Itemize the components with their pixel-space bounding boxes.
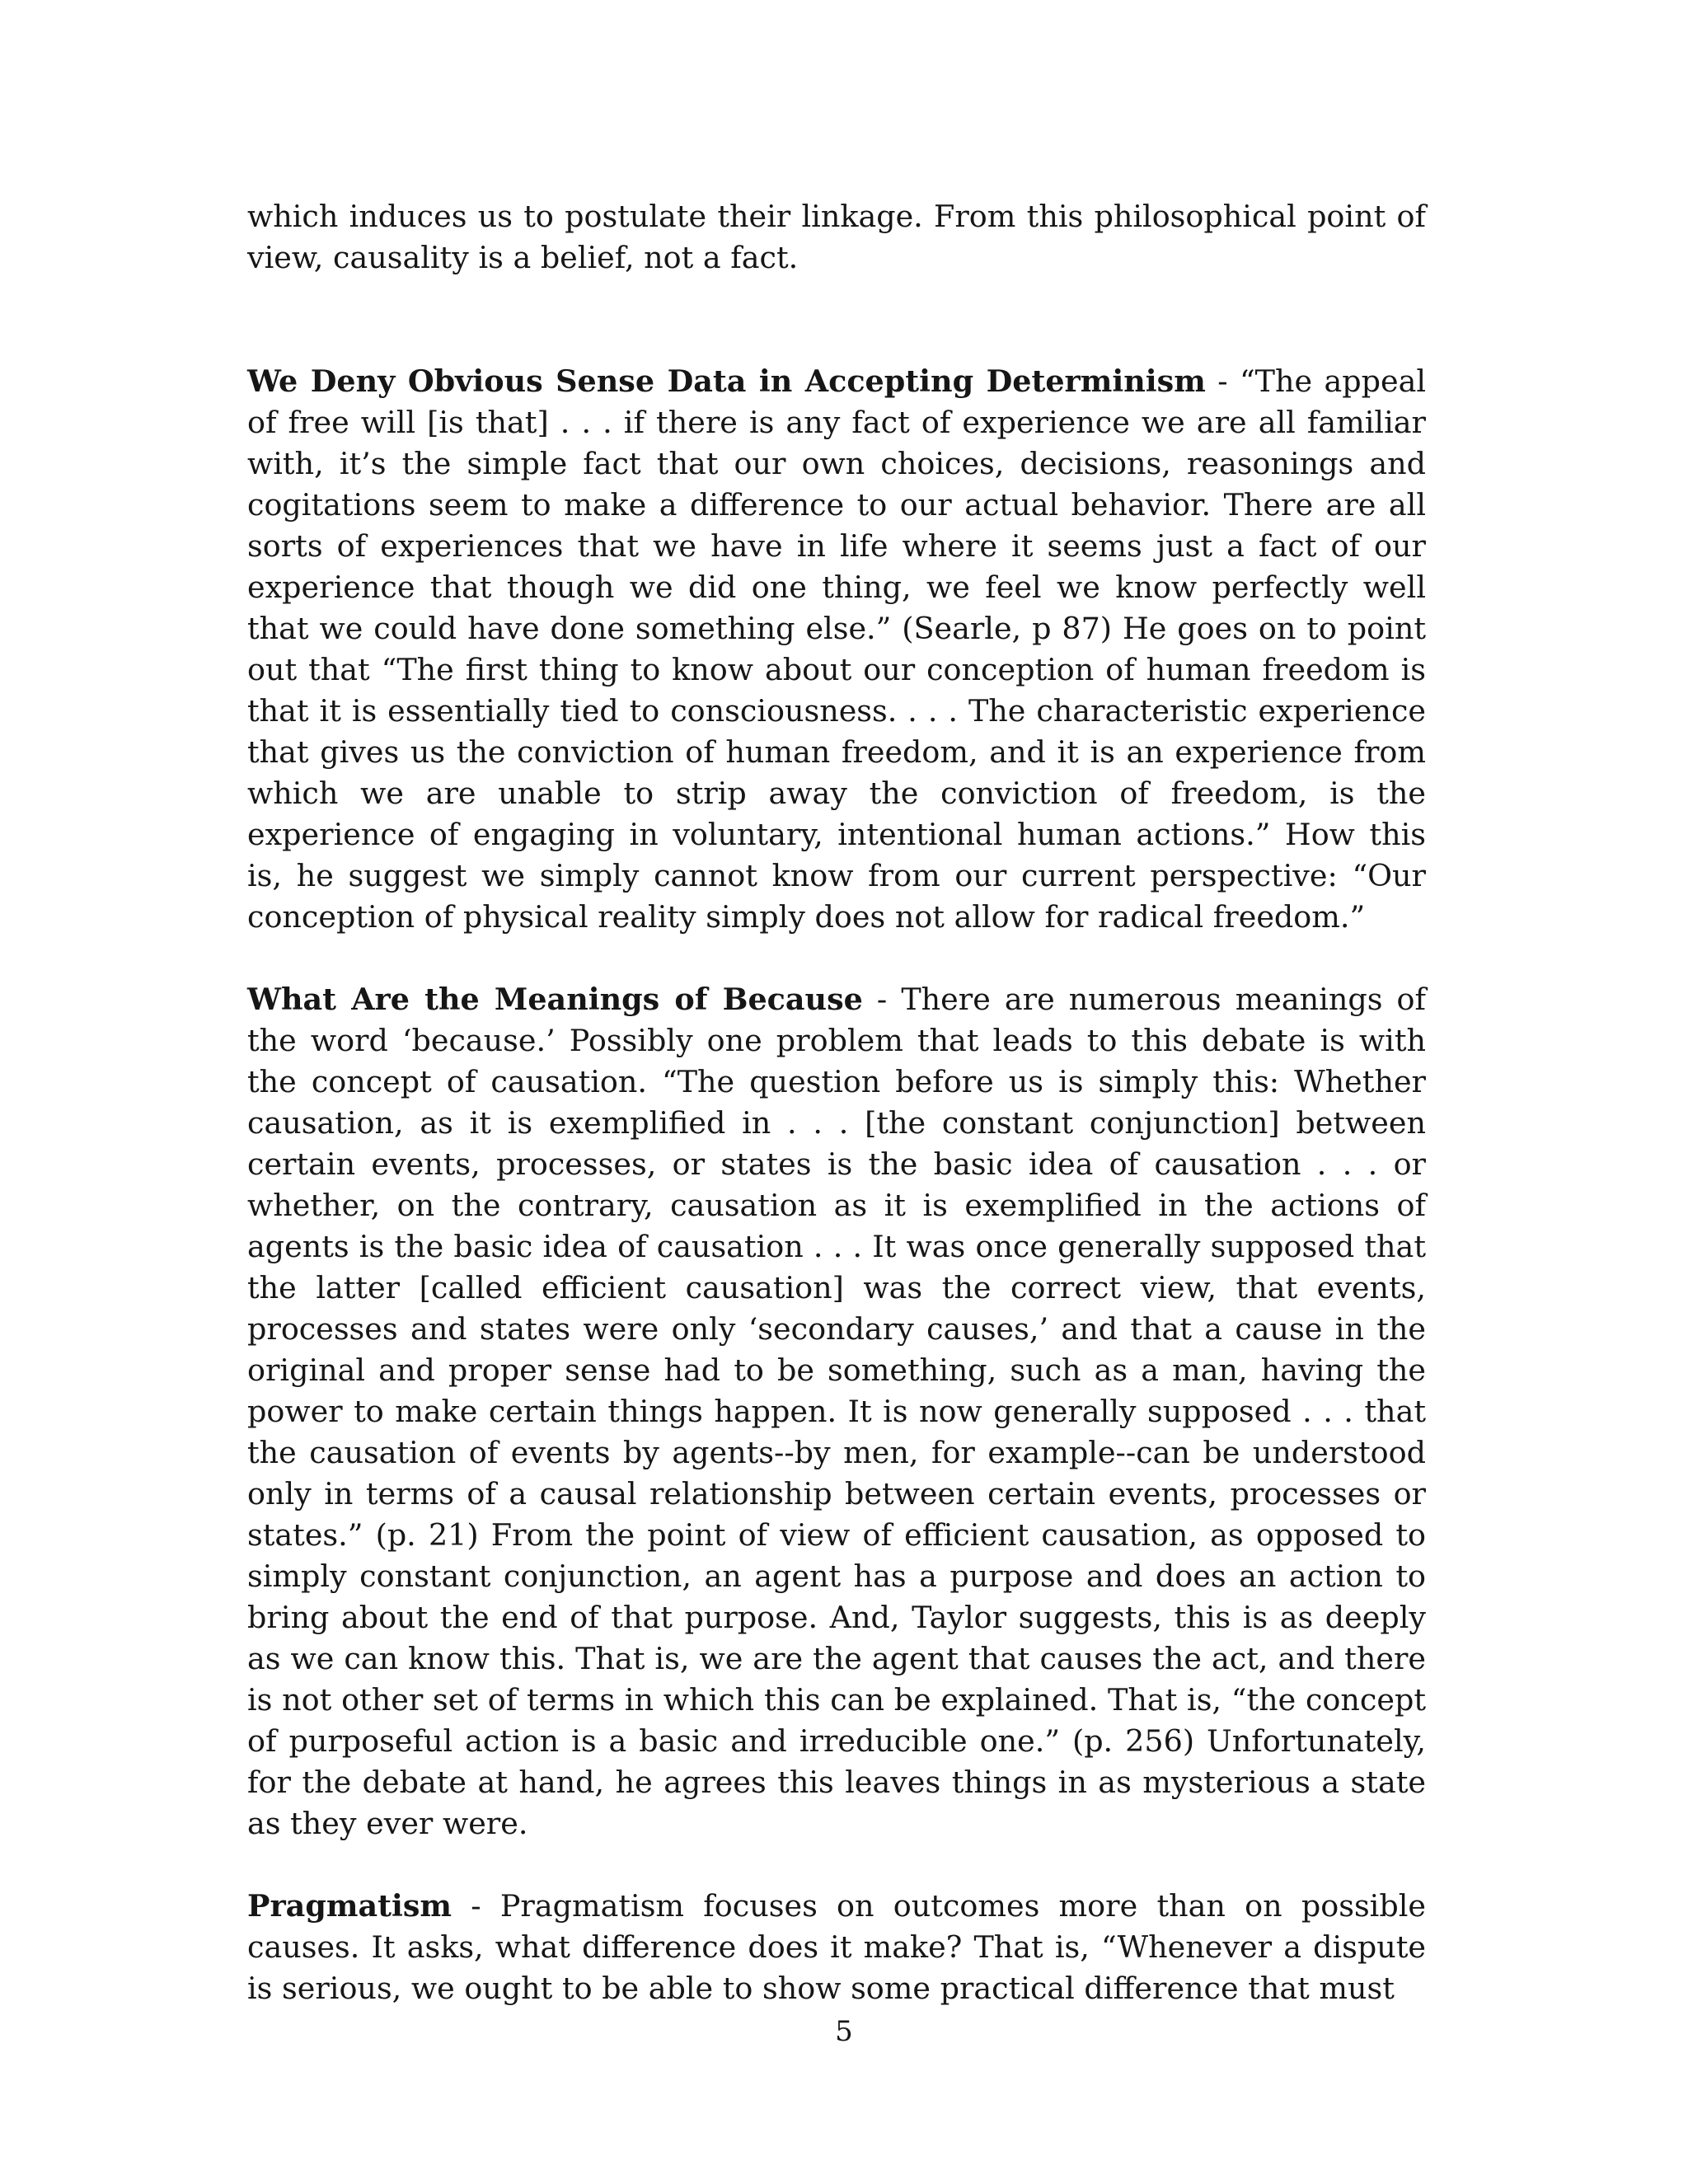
paragraph-text: which induces us to postulate their linkage. From this philosophical point of view, causality is a belief, not a fact. <box>247 199 1426 275</box>
paragraph-spacer <box>247 1844 1426 1886</box>
paragraph-deny-sense-data <box>247 361 1426 938</box>
paragraph-spacer <box>247 938 1426 979</box>
paragraph-text: - There are numerous meanings of the word ‘because.’ Possibly one problem that leads to this debate is with the concept of causation. “The question before us is simply this: Whether causation, as it is exemplified in . . . [the constant conjunction] between certain events, processes, or states is the basic idea of causation . . . or whether, on the contrary, causation as it is exemplified in the actions of agents is the basic idea of causation . . . It was once generally supposed that the latter [called efficient causation] was the correct view, that events, processes and states were only ‘secondary causes,’ and that a cause in the original and proper sense had to be something, such as a man, having the power to make certain things happen. It is now generally supposed . . . that the causation of events by agents--by men, for example--can be understood only in terms of a causal relationship between certain events, processes or states.” (p. 21) From the point of view of efficient causation, as opposed to simply constant conjunction, an agent has a purpose and does an action to bring about the end of that purpose. And, Taylor suggests, this is as deeply as we can know this. That is, we are the agent that causes the act, and there is not other set of terms in which this can be explained. That is, “the concept of purposeful action is a basic and irreducible one.” (p. 256) Unfortunately, for the debate at hand, he agrees this leaves things in as mysterious a state as they ever were. <box>247 982 1427 1841</box>
page-number: 5 <box>835 2015 853 2048</box>
paragraph-text: - Pragmatism focuses on outcomes more than on possible causes. It asks, what difference does it make? That is, “Whenever a dispute is serious, we ought to be able to show some practical difference that must <box>247 1888 1426 2006</box>
section-heading: We Deny Obvious Sense Data in Accepting Determinism <box>247 363 1206 399</box>
paragraph-meanings-of-because <box>247 979 1426 1844</box>
paragraph-spacer <box>247 279 1426 361</box>
document-page <box>247 196 1426 2009</box>
paragraph-pragmatism <box>247 1886 1426 2009</box>
paragraph-text: - “The appeal of free will [is that] . . . if there is any fact of experience we are all familiar with, it’s the simple fact that our own choices, decisions, reasonings and cogitations seem to make a difference to our actual behavior. There are all sorts of experiences that we have in life where it seems just a fact of our experience that though we did one thing, we feel we know perfectly well that we could have done something else.” (Searle, p 87) He goes on to point out that “The first thing to know about our conception of human freedom is that it is essentially tied to consciousness. . . . The characteristic experience that gives us the conviction of human freedom, and it is an experience from which we are unable to strip away the conviction of freedom, is the experience of engaging in voluntary, intentional human actions.” How this is, he suggest we simply cannot know from our current perspective: “Our conception of physical reality simply does not allow for radical freedom.” <box>247 363 1427 935</box>
section-heading: Pragmatism <box>247 1888 452 1924</box>
paragraph-causality-belief <box>247 196 1426 279</box>
section-heading: What Are the Meanings of Because <box>247 982 863 1017</box>
